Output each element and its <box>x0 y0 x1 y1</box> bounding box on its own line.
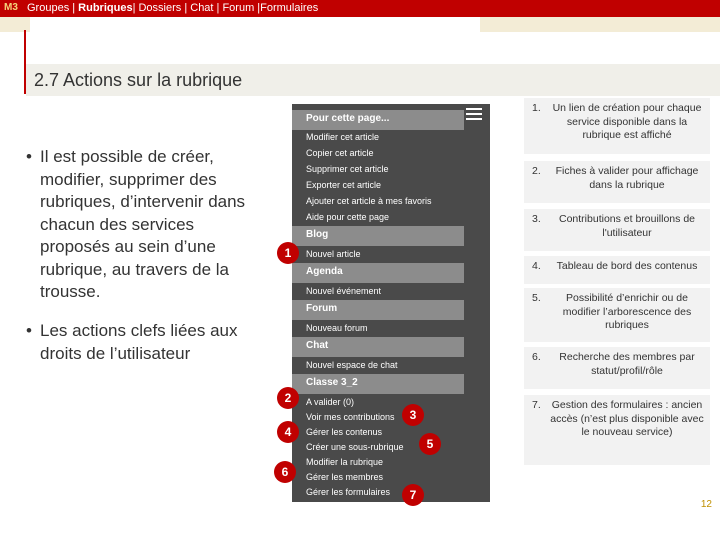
menu-item[interactable]: Gérer les contenus <box>306 427 383 437</box>
toolkit-screenshot <box>292 104 490 502</box>
slide-title: 2.7 Actions sur la rubrique <box>34 70 243 90</box>
explanation-item-4: 4. Tableau de bord des contenus <box>524 256 710 284</box>
menu-item[interactable]: Modifier la rubrique <box>306 457 384 467</box>
page-number: 12 <box>700 499 712 510</box>
callout-badge-2: 2 <box>277 387 299 409</box>
explanation-item-2: 2. Fiches à valider pour affichage dans la rubrique <box>524 161 710 203</box>
menu-item[interactable]: A valider (0) <box>306 397 355 407</box>
menu-item[interactable]: Ajouter cet article à mes favoris <box>306 196 432 206</box>
menu-item[interactable]: Créer une sous-rubrique <box>306 442 404 452</box>
menu-item[interactable]: Nouvel article <box>306 249 361 259</box>
bullet-1 <box>26 146 251 304</box>
panel-header-forum: Forum <box>292 300 464 320</box>
menu-item[interactable]: Gérer les membres <box>306 472 384 482</box>
header-strip <box>0 17 720 32</box>
panel-header-page: Pour cette page... <box>292 110 464 130</box>
menu-item[interactable]: Gérer les formulaires <box>306 487 391 497</box>
callout-badge-1: 1 <box>277 242 299 264</box>
explanation-item-1: 1. Un lien de création pour chaque service disponible dans la rubrique est affiché <box>524 98 710 154</box>
bullet-2 <box>26 320 256 365</box>
bullet-text: Les actions clefs liées aux droits de l’utilisateur <box>40 321 238 363</box>
nav-current[interactable]: Rubriques <box>78 2 133 14</box>
bullet-dot: • <box>26 321 32 340</box>
menu-item[interactable]: Nouvel événement <box>306 286 382 296</box>
callout-badge-4: 4 <box>277 421 299 443</box>
panel-header-agenda: Agenda <box>292 263 464 283</box>
menu-item[interactable]: Aide pour cette page <box>306 212 390 222</box>
callout-badge-5: 5 <box>419 433 441 455</box>
menu-item[interactable]: Supprimer cet article <box>306 164 389 174</box>
nav-before[interactable]: Groupes | <box>27 2 79 14</box>
panel-header-blog: Blog <box>292 226 464 246</box>
callout-badge-6: 6 <box>274 461 296 483</box>
bullet-dot: • <box>26 147 32 166</box>
explanation-item-7: 7. Gestion des formulaires : ancien accès (n’est plus disponible avec le nouveau service) <box>524 395 710 465</box>
bullet-text: Il est possible de créer, modifier, supprimer des rubriques, d’intervenir dans chacun des services proposés au sein d’une rubrique, au travers de la trousse. <box>40 147 246 301</box>
menu-icon[interactable] <box>466 108 482 122</box>
callout-badge-3: 3 <box>402 404 424 426</box>
explanation-item-6: 6. Recherche des membres par statut/profil/rôle <box>524 347 710 389</box>
breadcrumb-nav <box>27 2 318 14</box>
menu-item[interactable]: Nouvel espace de chat <box>306 360 398 370</box>
panel-header-classe: Classe 3_2 <box>292 374 464 394</box>
panel-header-chat: Chat <box>292 337 464 357</box>
explanation-item-3: 3. Contributions et brouillons de l'utilisateur <box>524 209 710 251</box>
explanation-item-5: 5. Possibilité d’enrichir ou de modifier l’arborescence des rubriques <box>524 288 710 342</box>
logo: M3 <box>4 2 18 13</box>
nav-after[interactable]: | Dossiers | Chat | Forum |Formulaires <box>132 2 319 14</box>
menu-item[interactable]: Exporter cet article <box>306 180 382 190</box>
callout-badge-7: 7 <box>402 484 424 506</box>
menu-item[interactable]: Copier cet article <box>306 148 374 158</box>
menu-item[interactable]: Modifier cet article <box>306 132 380 142</box>
top-nav-bar <box>0 0 720 17</box>
menu-item[interactable]: Nouveau forum <box>306 323 368 333</box>
menu-item[interactable]: Voir mes contributions <box>306 412 395 422</box>
